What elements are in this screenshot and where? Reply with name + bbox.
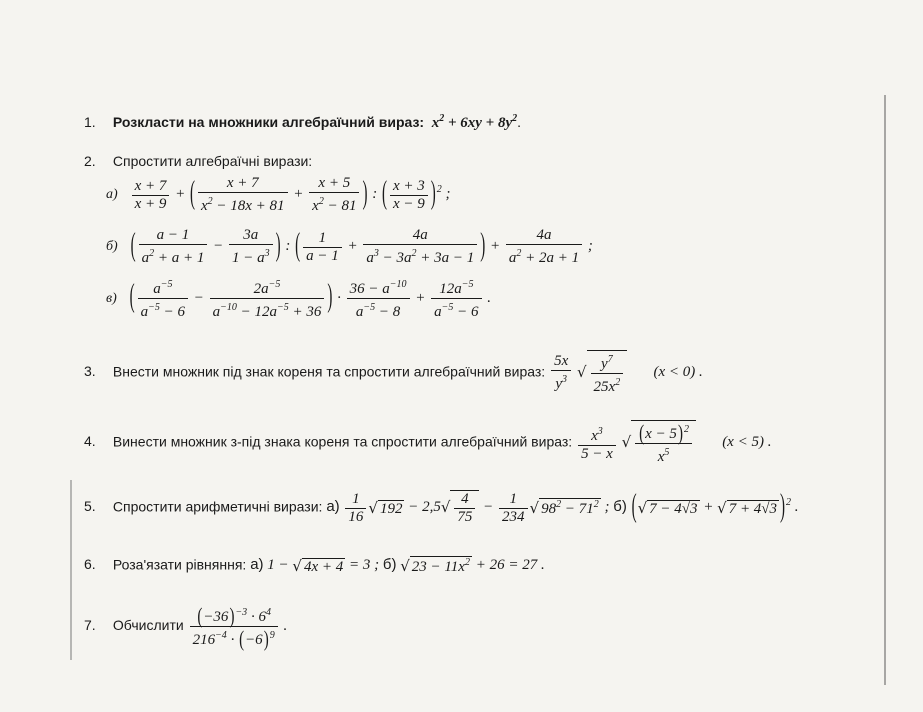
formula-5: а) $\frac{1}{16}$ √ 192 − 2,5√ $\frac{4}{75}$ − $\frac{1}{234}$ √ $98^2 - 71^2$ ; б) (√ 7 − 4√3 + √ 7 + 4√3 )$^2$ . [326,489,799,525]
task-1: 1. Розкласти на множники алгебраїчний вираз: $x^2 + 6xy + 8y^2$. [84,113,522,131]
task-number: 2. [84,153,96,169]
page-edge-left [70,480,72,660]
task-2b [106,227,593,267]
task-text: Спростити алгебраїчні вирази: [112,153,313,169]
formula-1: $x^2 + 6xy + 8y^2$ [427,113,518,131]
sub-label: а) [106,187,118,203]
task-text: Внести множник під знак кореня та спростити алгебраїчний вираз: [112,363,546,380]
task-2 [84,153,312,169]
task-number: 7. [84,617,96,633]
task-number: 6. [84,556,96,573]
task-number: 3. [84,363,96,380]
sub-label: б) [106,239,118,255]
task-6 [84,556,545,576]
task-number: 5. [84,498,96,515]
formula-4: $\frac{x^3}{5 - x}$ √ $\frac{(x - 5)^2}{x^5}$ (x < 5) . [576,434,771,450]
task-5 [84,490,799,526]
task-text: Винести множник з-під знака кореня та спростити алгебраїчний вираз: [112,433,573,450]
task-number: 4. [84,433,96,450]
page-edge-right [884,95,886,685]
task-text: Розкласти на множники алгебраїчний вираз: [112,114,425,130]
task-7 [84,604,288,652]
formula-2b: ( $\frac{a - 1}{a^2 + a + 1}$ − $\frac{3a}{1 - a^3}$ ) : ( $\frac{1}{a - 1}$ + $\frac{4a}{a^3 - 3a^2 + 3a - 1}$ ) + $\frac{4a}{a^2 + 2a + 1}$ ; [130,227,593,266]
task-2a [106,175,451,215]
task-text: Роза'язати рівняння: [112,556,247,573]
task-text: Спростити арифметичні вирази: [112,498,323,515]
task-text: Обчислити [112,617,184,633]
formula-6: а) 1 − √ 4x + 4 = 3 ; б) √ $23 - 11x^2 + 26 = 27$ . [250,556,545,575]
formula-2v: ( $\frac{a^{-5}}{a^{-5} - 6}$ − $\frac{2a^{-5}}{a^{-10} - 12a^{-5} + 36}$ ) · $\frac{36 - a^{-10}}{a^{-5} - 8}$ + $\frac{12a^{-5}}{a^{-5} - 6}$ . [129,290,491,306]
task-3 [84,350,703,396]
formula-7: $\frac{(-36)^{-3} \cdot 6^4}{216^{-4} \cdot (-6)^9}$ . [188,618,288,634]
task-2v [106,276,491,321]
formula-2a: $\frac{x + 7}{x + 9}$ + ( $\frac{x + 7}{x^2 - 18x + 81}$ + $\frac{x + 5}{x^2 - 81}$ ) : ( $\frac{x + 3}{x - 9}$ )$^2$ ; [130,186,451,202]
formula-3: $\frac{5x}{y^3}$ √ $\frac{y^7}{25x^2}$ (x < 0) . [549,364,703,380]
task-number: 1. [84,114,96,130]
sub-label: в) [106,290,117,306]
task-4 [84,420,771,466]
